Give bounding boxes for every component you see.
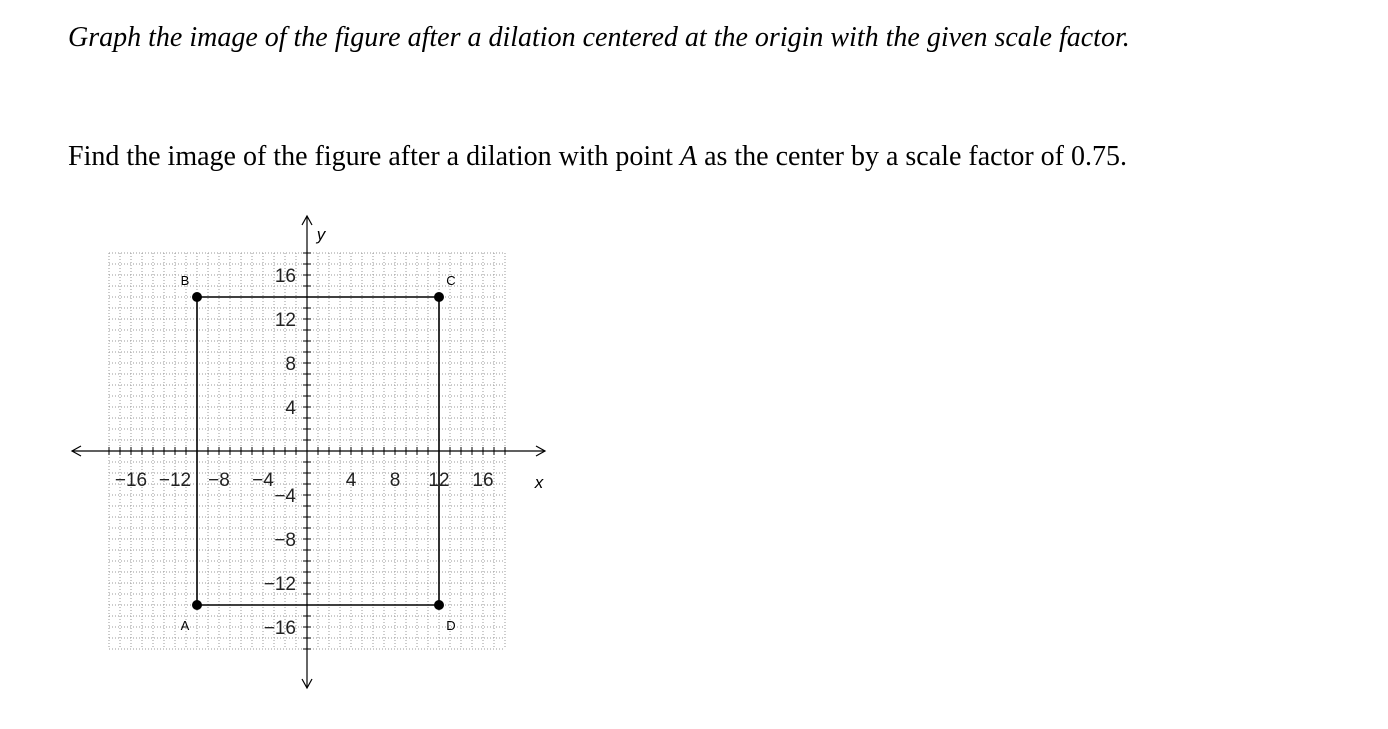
x-tick-label: −12 xyxy=(158,470,192,491)
labels xyxy=(115,225,544,639)
question-point-name: A xyxy=(679,141,698,172)
coordinate-graph xyxy=(0,0,620,729)
x-tick-label: −8 xyxy=(208,470,230,491)
x-tick-label: 4 xyxy=(345,470,357,491)
question-text-start: Find the image of the figure after a dilation with point xyxy=(68,141,680,172)
vertex-point-b xyxy=(192,292,202,302)
x-axis-label: x xyxy=(534,473,544,492)
y-tick-label: 8 xyxy=(285,354,296,375)
vertex-label-a: A xyxy=(180,618,190,633)
y-tick-label: −16 xyxy=(263,618,296,639)
y-axis-label: y xyxy=(316,225,326,244)
y-tick-label: 4 xyxy=(285,398,296,419)
y-tick-label: 12 xyxy=(274,310,296,331)
vertex-label-c: C xyxy=(446,273,456,288)
y-tick-label: −12 xyxy=(263,574,296,595)
instruction-text: Graph the image of the figure after a dilation centered at the origin with the given scale factor. xyxy=(68,22,1130,53)
vertex-label-d: D xyxy=(446,618,456,633)
x-tick-label: 8 xyxy=(389,470,401,491)
vertex-point-c xyxy=(434,292,444,302)
graph-svg xyxy=(0,0,620,724)
x-tick-label: 16 xyxy=(472,470,494,491)
x-tick-label: 12 xyxy=(428,470,450,491)
y-tick-label: −4 xyxy=(274,486,296,507)
axes xyxy=(72,216,545,688)
x-tick-label: −4 xyxy=(252,470,274,491)
vertex-point-a xyxy=(192,600,202,610)
x-tick-label: −16 xyxy=(114,470,148,491)
y-tick-label: 16 xyxy=(274,266,296,287)
question-text-end: as the center by a scale factor of 0.75. xyxy=(697,141,1127,172)
vertex-point-d xyxy=(434,600,444,610)
y-tick-label: −8 xyxy=(274,530,296,551)
vertex-label-b: B xyxy=(180,273,190,288)
